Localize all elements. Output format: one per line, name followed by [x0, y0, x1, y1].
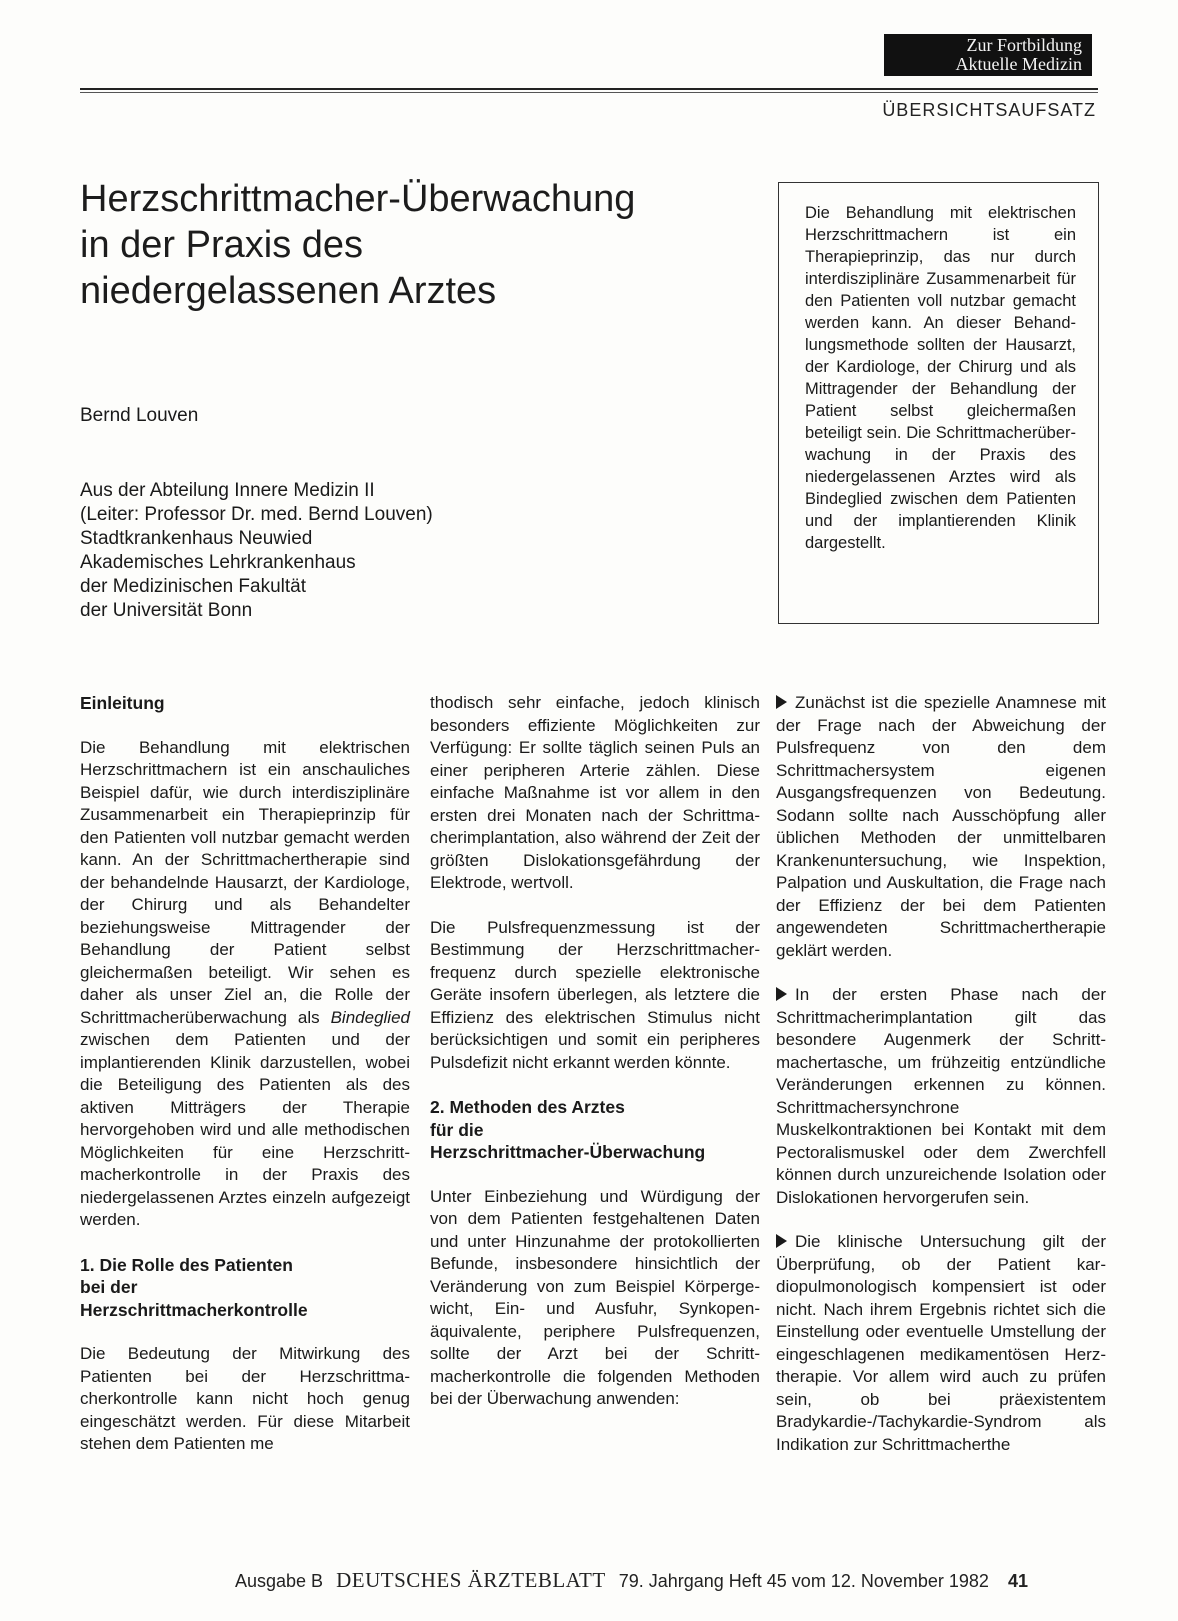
title-line-1: Herzschrittmacher-Überwachung — [80, 178, 636, 220]
page-number: 41 — [1007, 1571, 1028, 1591]
author-name: Bernd Louven — [80, 405, 199, 426]
affiliation-line: Stadtkrankenhaus Neuwied — [80, 528, 313, 549]
paragraph-text: Die Behandlung mit elektrischen Herzschrittmachern ist ein anschauliches Beispiel dafür, wie durch interdisziplinäre Zusammenarbeit ein Therapieprinzip für den Patienten voll nutzbar gemacht werden kann. An der Schrittmachertherapie sind der behandelnde Hausarzt, der Kardiologe, der Chirurg und als Behandelter beziehungsweise Mittragender der Behandlung der Patient selbst gleichermaßen beteiligt. Wir sehen es daher als unser Ziel an, die Rolle der Schrittmacherüberwachung als — [80, 737, 410, 1027]
heading-introduction: Einleitung — [80, 693, 165, 713]
footer-edition: Ausgabe B — [235, 1571, 324, 1591]
affiliation — [80, 479, 560, 623]
bullet-paragraph — [776, 984, 1106, 1209]
footer-issue: 79. Jahrgang Heft 45 vom 12. November 1982 — [618, 1571, 989, 1591]
triangle-bullet-icon — [776, 987, 787, 1001]
paragraph-text: Die klinische Untersuchung gilt der Überprüfung, ob der Patient kardiopulmonologisch kompensiert ist oder nicht. Nach ihrem Ergebnis richtet sich die Einstellung oder eventuelle Umstellung der eingeschlagenen medikamentösen Herztherapie. Vor allem wird auch zu prüfen sein, ob bei präexistentem Bradykardie-/Tachykardie-Syndrom als Indikation zur Schrittmacherthe — [776, 1232, 1106, 1454]
abstract-text: Die Behandlung mit elektrischen Herzschrittmachern ist ein Therapieprinzip, das nur durch interdisziplinäre Zusammenarbeit für den Patienten voll nutzbar gemacht werden kann. An dieser Behandlungsmethode sollten der Hausarzt, der Kardiologe, der Chirurg und als Mittragender der Behandlung der Patient selbst gleichermaßen beteiligt sein. Die Schrittmacherüberwachung in der Praxis des niedergelassenen Arztes wird als Bindeglied zwischen dem Patienten und der implantierenden Klinik dargestellt. — [805, 204, 1076, 552]
affiliation-line: (Leiter: Professor Dr. med. Bernd Louven) — [80, 504, 433, 525]
section-label: ÜBERSICHTSAUFSATZ — [882, 100, 1096, 120]
heading-line: für die — [430, 1119, 484, 1140]
footer-journal-name: DEUTSCHES ÄRZTEBLATT — [336, 1568, 606, 1592]
article-title — [80, 176, 720, 314]
category-badge — [884, 34, 1092, 76]
paragraph: thodisch sehr einfache, jedoch klinisch besonders effiziente Möglichkeiten zur Verfügung: Er sollte täglich seinen Puls an einer peripheren Arterie zählen. Diese einfache Maßnahme ist vor allem in den ersten drei Monaten nach der Schrittmacherimplantation, also während der Zeit der größten Dislokationsgefährdung der Elektrode, wertvoll. — [430, 693, 760, 892]
triangle-bullet-icon — [776, 695, 787, 709]
badge-line-2: Aktuelle Medizin — [955, 54, 1082, 74]
paragraph: Die Bedeutung der Mitwirkung des Patienten bei der Herzschrittmacherkontrolle kann nicht hoch genug eingeschätzt werden. Für diese Mitarbeit stehen dem Patienten me — [80, 1344, 410, 1453]
page-footer — [235, 1568, 1095, 1593]
text-column-3 — [776, 692, 1106, 1478]
paragraph: Die Pulsfrequenzmessung ist der Bestimmung der Herzschrittmacherfrequenz durch spezielle elektronische Geräte insofern überlegen, als letztere die Effizienz des elektrischen Stimulus nicht berücksichtigen und somit ein peripheres Pulsdefizit nicht erkannt werden könnte. — [430, 917, 760, 1072]
affiliation-line: der Universität Bonn — [80, 600, 253, 621]
abstract-box — [778, 182, 1099, 624]
title-line-2: in der Praxis des — [80, 224, 364, 266]
heading-line: 1. Die Rolle des Patienten — [80, 1254, 293, 1275]
paragraph-text: In der ersten Phase nach der Schrittmacherimplantation gilt das besondere Augenmerk der Schrittmachertasche, um frühzeitig entzündliche Veränderungen erkennen zu können. Schrittmachersynchrone Muskelkontraktionen bei Kontakt mit dem Pectoralismuskel oder dem Zwerchfell können durch unzureichende Isolation oder Dislokationen hervorgerufen sein. — [776, 985, 1106, 1207]
header-rule-thin — [80, 92, 1098, 93]
bullet-paragraph — [776, 692, 1106, 962]
title-line-3: niedergelassenen Arztes — [80, 270, 497, 312]
badge-line-1: Zur Fortbildung — [966, 35, 1082, 55]
heading-line: Herzschrittmacher-Überwachung — [430, 1142, 706, 1162]
affiliation-line: Aus der Abteilung Innere Medizin II — [80, 480, 375, 501]
paragraph-text: Zunächst ist die spezielle Anamnese mit der Frage nach der Abweichung der Pulsfrequenz von den dem Schrittmachersystem eigenen Ausgangsfrequenzen von Bedeutung. Sodann sollte nach Ausschöpfung aller üblichen Methoden der unmittelbaren Krankenuntersuchung, wie Inspektion, Palpation und Auskultation, die Frage nach der Effizienz der bei dem Patienten angewendeten Schrittmachertherapie geklärt werden. — [776, 693, 1106, 960]
heading-line: Herzschrittmacherkontrolle — [80, 1299, 308, 1320]
heading-section-1 — [80, 1254, 410, 1322]
bullet-paragraph — [776, 1231, 1106, 1456]
heading-line: 2. Methoden des Arztes — [430, 1097, 625, 1117]
heading-line: bei der — [80, 1277, 138, 1297]
paragraph-text: zwischen dem Patienten und der implantierenden Klinik darzustellen, wobei die Beteiligung des Patienten als des aktiven Mitträgers der Therapie hervorgehoben wird und alle methodischen Möglichkeiten für eine Herzschrittmacherkontrolle in der Praxis des niedergelassenen Arztes einzeln aufgezeigt werden. — [80, 1030, 410, 1229]
emphasis-text: Bindeglied — [330, 1007, 410, 1027]
header-rule-thick — [80, 88, 1098, 90]
heading-section-2 — [430, 1096, 760, 1164]
affiliation-line: der Medizinischen Fakultät — [80, 576, 306, 597]
paragraph: Unter Einbeziehung und Würdigung der von dem Patienten festgehaltenen Daten und unter Hinzunahme der protokollierten Befunde, insbesondere hinsichtlich der Veränderung von zum Beispiel Körpergewicht, Ein- und Ausfuhr, Synkopenäquivalente, periphere Pulsfrequenzen, sollte der Arzt bei der Schrittmacherkontrolle die folgenden Methoden bei der Überwachung anwenden: — [430, 1186, 760, 1408]
text-column-1 — [80, 692, 410, 1478]
triangle-bullet-icon — [776, 1234, 787, 1248]
affiliation-line: Akademisches Lehrkrankenhaus — [80, 552, 356, 573]
text-column-2 — [430, 692, 760, 1433]
paragraph — [80, 737, 410, 1232]
